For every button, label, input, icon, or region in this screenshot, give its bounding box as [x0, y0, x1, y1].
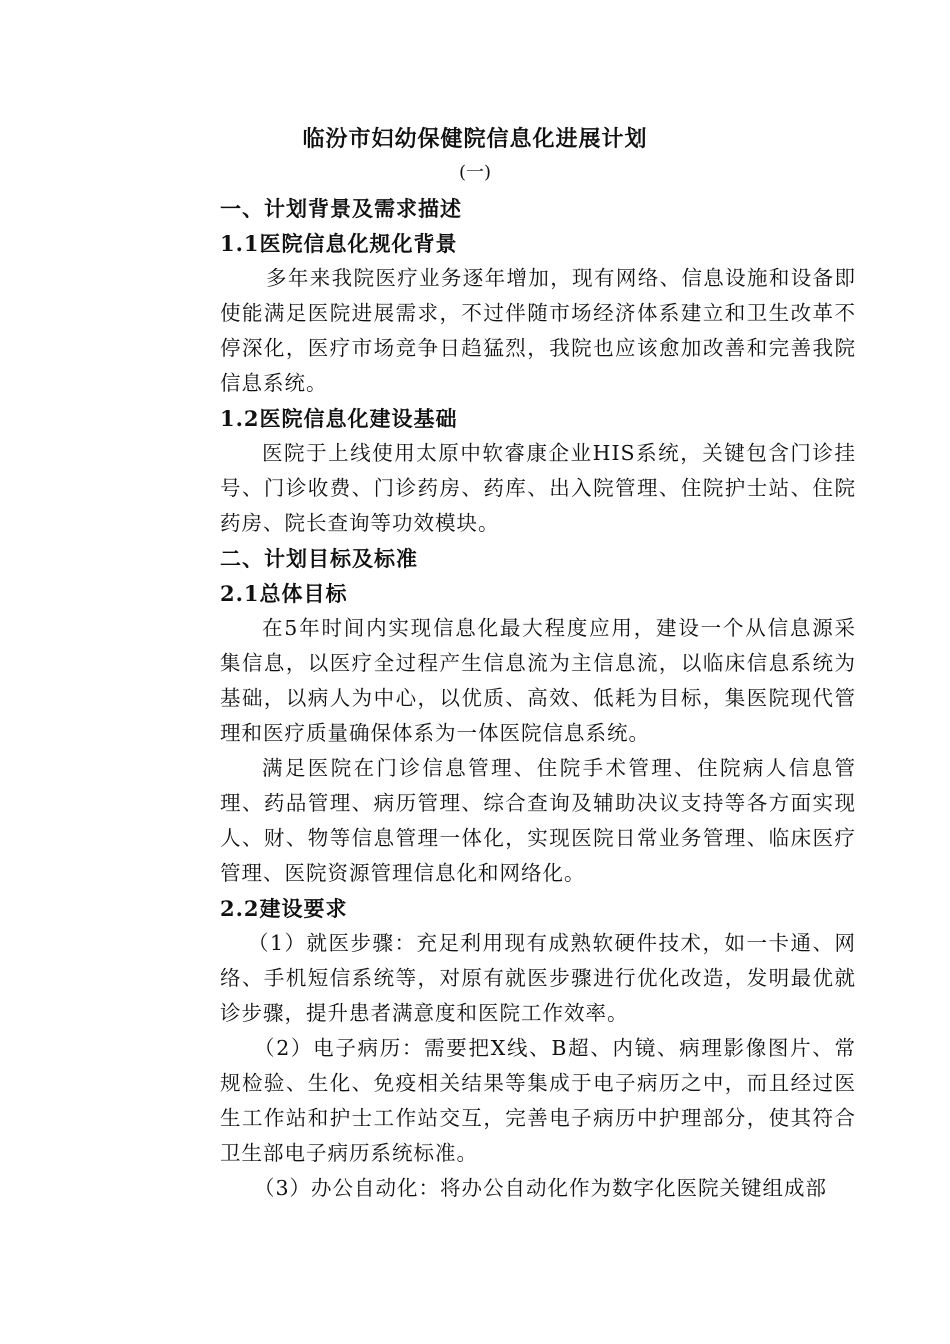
list-item-requirement-1: （1）就医步骤：充足利用现有成熟软硬件技术，如一卡通、网络、手机短信系统等，对原有就医步骤进行优化改造，发明最优就诊步骤，提升患者满意度和医院工作效率。 — [220, 931, 856, 1025]
section-heading-1: 一、计划背景及需求描述 — [220, 196, 462, 221]
list-item-requirement-2: （2）电子病历：需要把X线、B超、内镜、病理影像图片、常规检验、生化、免疫相关结果等集成于电子病历之中，而且经过医生工作站和护士工作站交互，完善电子病历中护理部分，使其符合卫生部电子病历系统标准。 — [220, 1036, 856, 1165]
subsection-heading-1-1: 1.1医院信息化规化背景 — [220, 231, 458, 256]
subsection-heading-1-2: 1.2医院信息化建设基础 — [220, 406, 458, 431]
section-heading-2: 二、计划目标及标准 — [220, 546, 418, 571]
paragraph-1-2: 医院于上线使用太原中软睿康企业HIS系统，关键包含门诊挂号、门诊收费、门诊药房、药库、出入院管理、住院护士站、住院药房、院长查询等功效模块。 — [220, 441, 856, 535]
paragraph-2-1-a: 在5年时间内实现信息化最大程度应用，建设一个从信息源采集信息，以医疗全过程产生信息流为主信息流，以临床信息系统为基础，以病人为中心，以优质、高效、低耗为目标，集医院现代管理和医疗质量确保体系为一体医院信息系统。 — [220, 616, 856, 745]
subsection-heading-2-2: 2.2建设要求 — [220, 896, 348, 921]
list-item-requirement-3: （3）办公自动化：将办公自动化作为数字化医院关键组成部 — [254, 1176, 828, 1200]
document-body — [220, 191, 856, 1206]
subsection-heading-2-1: 2.1总体目标 — [220, 581, 348, 606]
document-subtitle: (一) — [458, 162, 492, 183]
document-title: 临汾市妇幼保健院信息化进展计划 — [302, 126, 648, 152]
paragraph-2-1-b: 满足医院在门诊信息管理、住院手术管理、住院病人信息管理、药品管理、病历管理、综合查询及辅助决议支持等各方面实现人、财、物等信息管理一体化，实现医院日常业务管理、临床医疗管理、医院资源管理信息化和网络化。 — [220, 756, 856, 885]
paragraph-1-1: 多年来我院医疗业务逐年增加，现有网络、信息设施和设备即使能满足医院进展需求，不过伴随市场经济体系建立和卫生改革不停深化，医疗市场竞争日趋猛烈，我院也应该愈加改善和完善我院信息系统。 — [220, 266, 856, 395]
